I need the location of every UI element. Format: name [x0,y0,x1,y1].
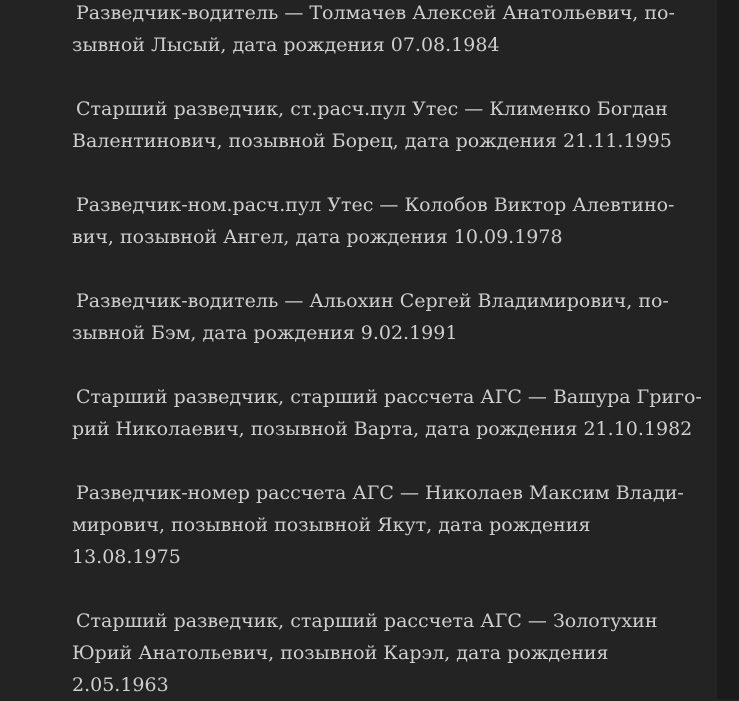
personnel-entry [72,477,684,573]
entry-line: Старший разведчик, старший рассчета АГС — Золотухин [76,610,658,632]
entry-line: зывной Бэм, дата рождения 9.02.1991 [72,322,458,344]
entry-line: зывной Лысый, дата рождения 07.08.1984 [72,34,500,56]
entry-line: Старший разведчик, ст.расч.пул Утес — Клименко Богдан [76,98,668,120]
entry-line: рий Николаевич, позывной Варта, дата рождения 21.10.1982 [72,418,693,440]
entry-line: Разведчик-водитель — Альохин Сергей Владимирович, по- [76,290,669,312]
personnel-entry [72,0,675,61]
entry-line: вич, позывной Ангел, дата рождения 10.09.1978 [72,226,563,248]
page-side-margin [717,0,739,699]
entry-line: Юрий Анатольевич, позывной Карэл, дата рождения [72,642,609,664]
personnel-entry [72,381,702,445]
personnel-entry [72,605,672,701]
entry-line: 2.05.1963 [72,674,169,696]
entry-line: Разведчик-водитель — Толмачев Алексей Анатольевич, по- [76,2,675,24]
entry-line: Разведчик-ном.расч.пул Утес — Колобов Виктор Алевтино- [76,194,675,216]
entry-line: мирович, позывной позывной Якут, дата рождения [72,514,591,536]
personnel-entry [72,93,672,157]
entry-line: 13.08.1975 [72,546,181,568]
entry-line: Старший разведчик, старший рассчета АГС — Вашура Григо- [76,386,702,408]
entry-line: Разведчик-номер рассчета АГС — Николаев Максим Влади- [76,482,684,504]
personnel-entry [72,285,672,349]
entry-line: Валентинович, позывной Борец, дата рождения 21.11.1995 [72,130,672,152]
personnel-entry [72,189,675,253]
